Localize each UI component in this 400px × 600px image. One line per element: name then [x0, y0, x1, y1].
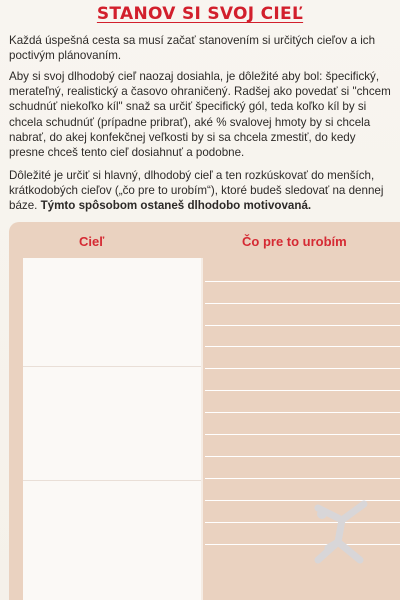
goal-writing-area[interactable]: [23, 258, 201, 600]
action-line: [205, 346, 400, 347]
column-header-goal: Cieľ: [79, 234, 105, 249]
action-line: [205, 456, 400, 457]
action-line: [205, 303, 400, 304]
star-person-logo-icon: [300, 490, 380, 570]
column-divider: [201, 258, 203, 600]
goal-criteria-paragraph: Aby si svoj dlhodobý cieľ naozaj dosiahla, je dôležité aby bol: špecifický, merateľný, realistický a časovo ohraničený. Radšej ako povedať si "chcem schudnúť niekoľko kíl" snaž sa určiť špecifický gól, teda koľko kíl by si chcela schudnúť (prípadne pribrať), aké % svalovej hmoty by si chcela nabrať, do akej konfekčnej veľkosti by si sa chcela zmestiť, do kedy presne chceš tento cieľ dosiahnuť a podobne.: [9, 70, 391, 160]
action-line: [205, 325, 400, 326]
motivation-bold-text: Týmto spôsobom ostaneš dlhodobo motivovaná.: [40, 199, 312, 213]
motivation-text: Dôležité je určiť si hlavný, dlhodobý cieľ a ten rozkúskovať do menších, krátkodobých cieľov („čo pre to urobím“), ktoré budeš sledovať na dennej báze.: [9, 169, 384, 213]
action-line: [205, 478, 400, 479]
action-line: [205, 390, 400, 391]
action-line: [205, 412, 400, 413]
page-title: STANOV SI SVOJ CIEĽ: [96, 4, 304, 24]
goal-divider-line: [23, 366, 201, 367]
intro-paragraph: Každá úspešná cesta sa musí začať stanovením si určitých cieľov a ich poctivým plánovaním.: [9, 34, 376, 63]
goal-divider-line: [23, 480, 201, 481]
action-line: [205, 434, 400, 435]
column-header-actions: Čo pre to urobím: [242, 234, 347, 249]
motivation-paragraph: [9, 168, 393, 214]
action-line: [205, 281, 400, 282]
action-line: [205, 368, 400, 369]
